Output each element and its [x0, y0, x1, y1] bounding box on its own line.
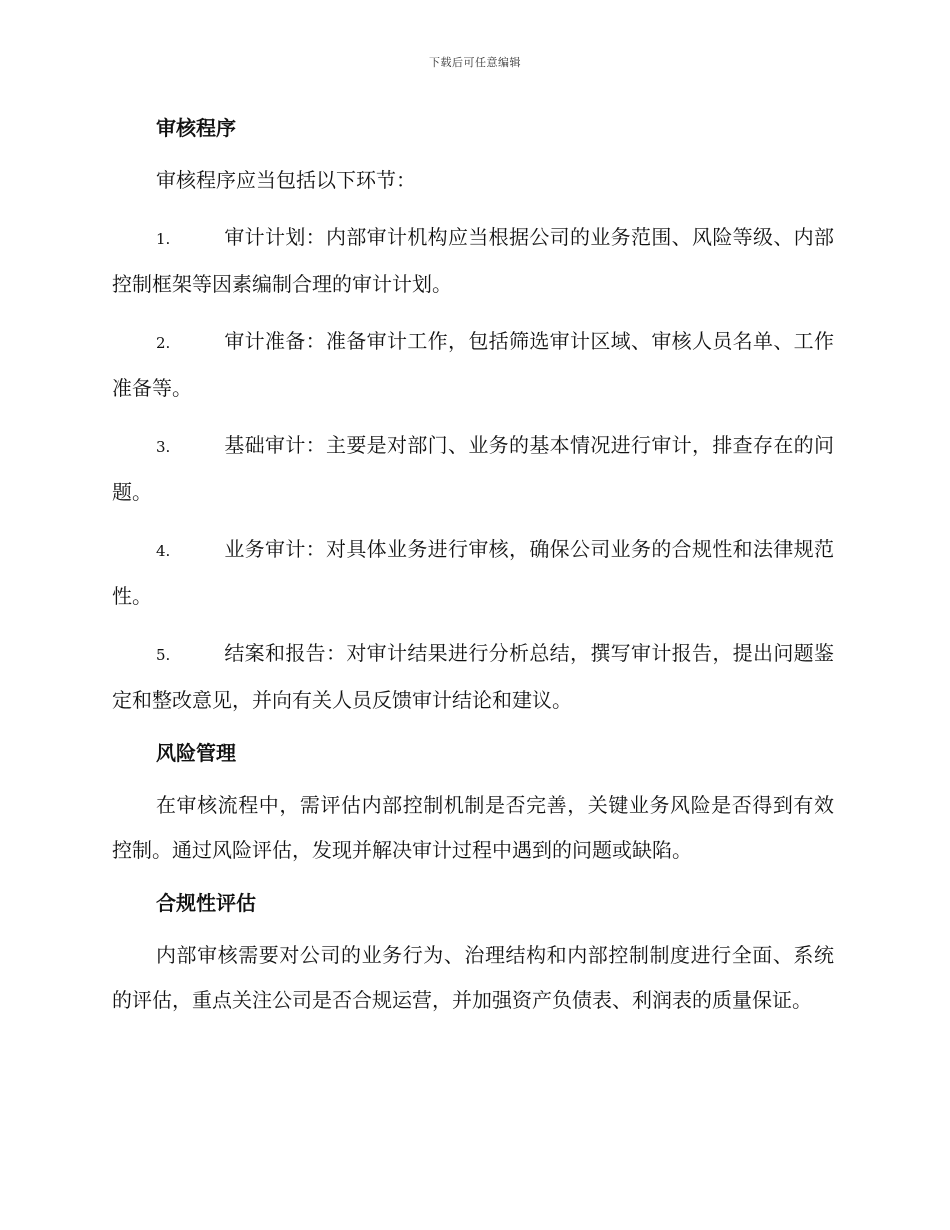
list-item [112, 423, 834, 515]
list-item [112, 215, 834, 307]
document-body [112, 110, 834, 1023]
heading-compliance: 合规性评估 [156, 891, 256, 915]
risk-management-body: 在审核流程中，需评估内部控制机制是否完善，关键业务风险是否得到有效控制。通过风险评估，发现并解决审计过程中遇到的问题或缺陷。 [112, 793, 834, 862]
list-item [112, 527, 834, 619]
list-item-text: 基础审计：主要是对部门、业务的基本情况进行审计，排查存在的问题。 [112, 433, 834, 504]
header-note: 下载后可任意编辑 [429, 56, 521, 69]
list-item-number: 4. [156, 542, 171, 560]
list-item-number: 1. [156, 230, 171, 248]
list-item-number: 2. [156, 334, 171, 352]
list-item-number: 5. [156, 646, 171, 664]
heading-risk-management: 风险管理 [156, 741, 236, 765]
list-item-text: 业务审计：对具体业务进行审核，确保公司业务的合规性和法律规范性。 [112, 537, 834, 608]
list-item [112, 631, 834, 723]
list-item-number: 3. [156, 438, 171, 456]
list-item-text: 审计计划：内部审计机构应当根据公司的业务范围、风险等级、内部控制框架等因素编制合理的审计计划。 [112, 225, 834, 296]
list-item-text: 结案和报告：对审计结果进行分析总结，撰写审计报告，提出问题鉴定和整改意见，并向有关人员反馈审计结论和建议。 [112, 641, 834, 712]
list-item [112, 319, 834, 411]
audit-procedure-intro: 审核程序应当包括以下环节： [156, 168, 416, 192]
compliance-body: 内部审核需要对公司的业务行为、治理结构和内部控制制度进行全面、系统的评估，重点关注公司是否合规运营，并加强资产负债表、利润表的质量保证。 [112, 943, 834, 1012]
list-item-text: 审计准备：准备审计工作，包括筛选审计区域、审核人员名单、工作准备等。 [112, 329, 834, 400]
heading-audit-procedure: 审核程序 [156, 116, 236, 140]
